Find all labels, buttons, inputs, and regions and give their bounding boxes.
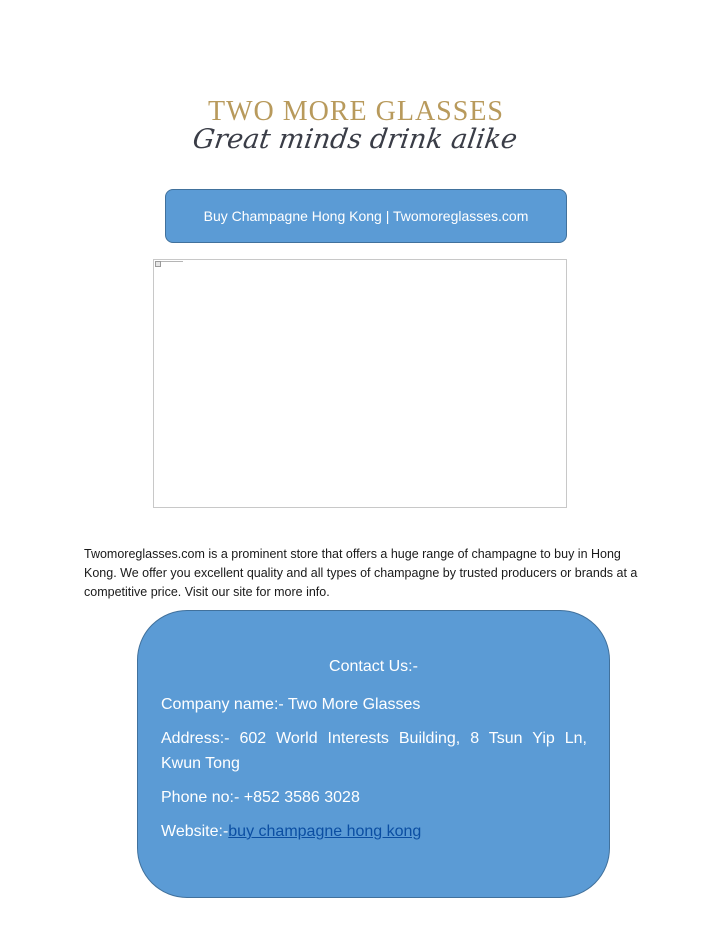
contact-card	[137, 610, 610, 898]
website-label: Website:-	[161, 823, 229, 840]
company-label: Company name:-	[161, 696, 284, 713]
company-line	[161, 692, 587, 717]
address-line	[161, 726, 587, 776]
contact-title: Contact Us:-	[329, 658, 418, 675]
logo-brand-name: TWO MORE GLASSES	[207, 96, 504, 127]
phone-label: Phone no:-	[161, 789, 240, 806]
description-paragraph: Twomoreglasses.com is a prominent store that offers a huge range of champagne to buy in Hong Kong. We offer you excellent quality and all types of champagne by trusted producers or brands at a competitive price. Visit our site for more info.	[84, 547, 638, 599]
address-value: 602 World Interests Building, 8 Tsun Yip Ln, Kwun Tong	[161, 730, 587, 772]
title-banner-text: Buy Champagne Hong Kong | Twomoreglasses.com	[203, 208, 529, 224]
logo-tagline: Great minds drink alike	[190, 124, 520, 155]
website-line	[161, 819, 587, 844]
phone-value: +852 3586 3028	[243, 789, 360, 806]
image-placeholder	[153, 259, 567, 508]
image-alt-text	[161, 261, 183, 262]
phone-line	[161, 785, 587, 810]
title-banner	[165, 189, 567, 243]
address-label: Address:-	[161, 730, 230, 747]
company-value: Two More Glasses	[287, 696, 421, 713]
brand-logo	[180, 96, 530, 166]
website-link[interactable]: buy champagne hong kong	[228, 823, 422, 840]
